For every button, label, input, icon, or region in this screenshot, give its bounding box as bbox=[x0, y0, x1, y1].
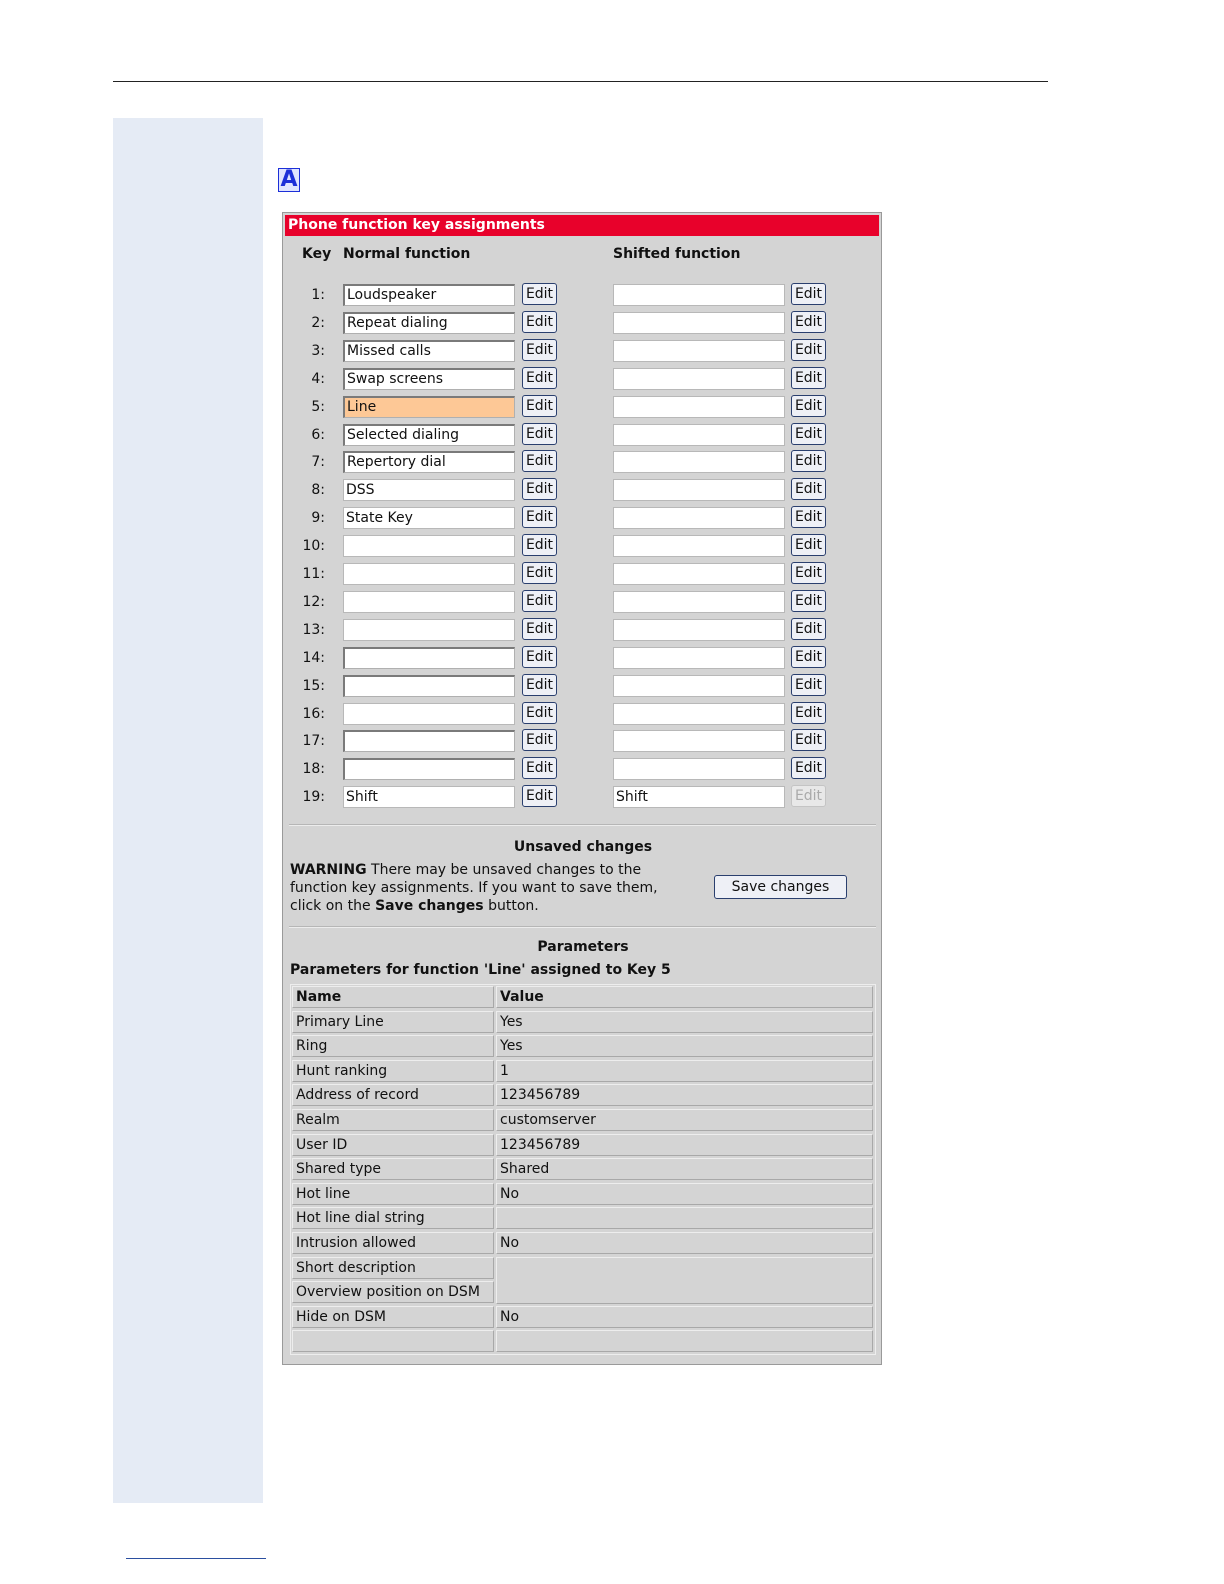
key-row bbox=[283, 645, 883, 671]
edit-normal-button[interactable]: Edit bbox=[522, 450, 557, 472]
key-number: 15: bbox=[302, 677, 325, 694]
key-number: 11: bbox=[302, 566, 325, 582]
key-number: 16: bbox=[302, 705, 325, 722]
edit-normal-button[interactable]: Edit bbox=[522, 339, 557, 361]
table-row bbox=[291, 1231, 875, 1256]
key-row bbox=[283, 477, 883, 503]
shifted-function-field[interactable] bbox=[613, 424, 785, 446]
param-name: Intrusion allowed bbox=[292, 1232, 494, 1254]
key-number: 3: bbox=[311, 342, 325, 359]
normal-function-field[interactable]: Repertory dial bbox=[343, 451, 515, 473]
param-value bbox=[496, 1330, 873, 1352]
param-name: Overview position on DSM bbox=[292, 1281, 494, 1303]
param-value: Yes bbox=[496, 1011, 873, 1033]
param-name: Hot line dial string bbox=[292, 1207, 494, 1229]
edit-shifted-button[interactable]: Edit bbox=[791, 283, 826, 305]
table-row bbox=[291, 1010, 875, 1035]
table-row bbox=[291, 1108, 875, 1133]
key-row bbox=[283, 756, 883, 782]
edit-shifted-button: Edit bbox=[791, 785, 826, 807]
table-row bbox=[291, 1256, 875, 1281]
key-row bbox=[283, 505, 883, 531]
key-row bbox=[283, 449, 883, 475]
normal-function-field[interactable] bbox=[343, 535, 515, 557]
key-row bbox=[283, 617, 883, 643]
edit-normal-button[interactable]: Edit bbox=[522, 590, 557, 612]
shifted-function-field[interactable] bbox=[613, 507, 785, 529]
shifted-function-field[interactable] bbox=[613, 368, 785, 390]
normal-function-field[interactable] bbox=[343, 591, 515, 613]
panel-title: Phone function key assignments bbox=[285, 215, 879, 236]
param-name: Hide on DSM bbox=[292, 1306, 494, 1328]
param-value: Yes bbox=[496, 1035, 873, 1057]
key-row bbox=[283, 561, 883, 587]
shifted-function-field[interactable] bbox=[613, 340, 785, 362]
shifted-function-field[interactable] bbox=[613, 675, 785, 697]
param-value: 1 bbox=[496, 1060, 873, 1082]
table-row bbox=[291, 1157, 875, 1182]
edit-shifted-button[interactable]: Edit bbox=[791, 311, 826, 333]
edit-normal-button[interactable]: Edit bbox=[522, 395, 557, 417]
param-name: Short description bbox=[292, 1257, 494, 1279]
key-number: 2: bbox=[311, 314, 325, 331]
normal-function-field[interactable]: Loudspeaker bbox=[343, 284, 515, 306]
shifted-function-field[interactable] bbox=[613, 591, 785, 613]
key-row bbox=[283, 701, 883, 727]
key-row bbox=[283, 394, 883, 420]
header-rule bbox=[113, 81, 1048, 82]
edit-normal-button[interactable]: Edit bbox=[522, 367, 557, 389]
normal-function-field[interactable]: Repeat dialing bbox=[343, 312, 515, 334]
parameters-title: Parameters bbox=[537, 939, 629, 955]
edit-shifted-button[interactable]: Edit bbox=[791, 590, 826, 612]
key-number: 9: bbox=[311, 510, 325, 527]
table-row bbox=[291, 1083, 875, 1108]
shifted-function-field[interactable] bbox=[613, 730, 785, 752]
edit-normal-button[interactable]: Edit bbox=[522, 283, 557, 305]
value-column-header: Value bbox=[496, 986, 873, 1008]
normal-function-field[interactable]: DSS bbox=[343, 479, 515, 501]
param-value: customserver bbox=[496, 1109, 873, 1131]
edit-normal-button[interactable]: Edit bbox=[522, 311, 557, 333]
edit-shifted-button[interactable]: Edit bbox=[791, 395, 826, 417]
table-row bbox=[291, 1329, 875, 1354]
edit-shifted-button[interactable]: Edit bbox=[791, 646, 826, 668]
shifted-function-field[interactable] bbox=[613, 479, 785, 501]
figure-label-a: A bbox=[278, 168, 300, 192]
key-number: 13: bbox=[302, 621, 325, 638]
edit-shifted-button[interactable]: Edit bbox=[791, 450, 826, 472]
key-number: 14: bbox=[302, 649, 325, 666]
normal-function-field[interactable]: Line bbox=[343, 396, 515, 418]
parameters-subtitle: Parameters for function 'Line' assigned to Key 5 bbox=[290, 962, 671, 978]
edit-shifted-button[interactable]: Edit bbox=[791, 367, 826, 389]
param-name bbox=[292, 1330, 494, 1352]
shifted-function-field[interactable] bbox=[613, 647, 785, 669]
warning-button-ref: Save changes bbox=[375, 898, 484, 914]
param-name: Hot line bbox=[292, 1183, 494, 1205]
shifted-function-field[interactable] bbox=[613, 535, 785, 557]
edit-normal-button[interactable]: Edit bbox=[522, 534, 557, 556]
shifted-function-field[interactable] bbox=[613, 451, 785, 473]
normal-function-field[interactable] bbox=[343, 675, 515, 697]
normal-function-field[interactable]: Shift bbox=[343, 786, 515, 808]
key-number: 18: bbox=[302, 761, 325, 778]
edit-normal-button[interactable]: Edit bbox=[522, 757, 557, 779]
edit-normal-button[interactable]: Edit bbox=[522, 478, 557, 500]
normal-function-field[interactable] bbox=[343, 619, 515, 641]
table-row bbox=[291, 1280, 875, 1305]
unsaved-changes-title: Unsaved changes bbox=[513, 839, 653, 855]
footer-rule bbox=[126, 1558, 266, 1559]
edit-normal-button[interactable]: Edit bbox=[522, 646, 557, 668]
key-row bbox=[283, 533, 883, 559]
key-number: 8: bbox=[311, 482, 325, 499]
table-header-row bbox=[291, 985, 875, 1010]
normal-function-field[interactable]: State Key bbox=[343, 507, 515, 529]
edit-shifted-button[interactable]: Edit bbox=[791, 729, 826, 751]
unsaved-warning bbox=[290, 861, 680, 915]
key-row bbox=[283, 784, 883, 810]
param-value: No bbox=[496, 1306, 873, 1328]
table-row bbox=[291, 1133, 875, 1158]
save-changes-button[interactable]: Save changes bbox=[714, 875, 847, 899]
table-row bbox=[291, 1305, 875, 1330]
warning-end: button. bbox=[488, 898, 539, 914]
normal-function-field[interactable]: Selected dialing bbox=[343, 424, 515, 446]
edit-shifted-button[interactable]: Edit bbox=[791, 506, 826, 528]
edit-normal-button[interactable]: Edit bbox=[522, 562, 557, 584]
edit-shifted-button[interactable]: Edit bbox=[791, 674, 826, 696]
param-name: Hunt ranking bbox=[292, 1060, 494, 1082]
normal-function-field[interactable] bbox=[343, 563, 515, 585]
edit-shifted-button[interactable]: Edit bbox=[791, 339, 826, 361]
normal-function-field[interactable] bbox=[343, 730, 515, 752]
shifted-function-field[interactable] bbox=[613, 563, 785, 585]
normal-function-field[interactable] bbox=[343, 647, 515, 669]
name-column-header: Name bbox=[292, 986, 494, 1008]
edit-normal-button[interactable]: Edit bbox=[522, 423, 557, 445]
key-number: 5: bbox=[311, 398, 325, 415]
key-row bbox=[283, 366, 883, 392]
edit-shifted-button[interactable]: Edit bbox=[791, 534, 826, 556]
edit-normal-button[interactable]: Edit bbox=[522, 618, 557, 640]
param-name: Realm bbox=[292, 1109, 494, 1131]
param-value: 123456789 bbox=[496, 1134, 873, 1156]
param-value: 123456789 bbox=[496, 1084, 873, 1106]
key-row bbox=[283, 310, 883, 336]
edit-normal-button[interactable]: Edit bbox=[522, 674, 557, 696]
param-name: Shared type bbox=[292, 1158, 494, 1180]
param-value: Shared bbox=[496, 1158, 873, 1180]
key-number: 1: bbox=[311, 287, 325, 303]
edit-normal-button[interactable]: Edit bbox=[522, 702, 557, 724]
shifted-function-field[interactable] bbox=[613, 396, 785, 418]
edit-normal-button[interactable]: Edit bbox=[522, 506, 557, 528]
param-value bbox=[496, 1207, 873, 1229]
key-row bbox=[283, 282, 883, 308]
param-value: No bbox=[496, 1183, 873, 1205]
normal-function-field[interactable] bbox=[343, 758, 515, 780]
key-number: 17: bbox=[302, 733, 325, 750]
edit-shifted-button[interactable]: Edit bbox=[791, 757, 826, 779]
key-number: 10: bbox=[302, 538, 325, 555]
side-margin-band bbox=[113, 118, 263, 1503]
parameters-table bbox=[290, 984, 876, 1355]
key-row bbox=[283, 673, 883, 699]
shifted-function-header: Shifted function bbox=[613, 246, 741, 262]
shifted-function-field[interactable]: Shift bbox=[613, 786, 785, 808]
edit-shifted-button[interactable]: Edit bbox=[791, 702, 826, 724]
normal-function-field[interactable] bbox=[343, 703, 515, 725]
edit-shifted-button[interactable]: Edit bbox=[791, 618, 826, 640]
key-number: 19: bbox=[302, 789, 325, 806]
table-row bbox=[291, 1034, 875, 1059]
edit-normal-button[interactable]: Edit bbox=[522, 785, 557, 807]
divider bbox=[289, 926, 876, 928]
param-name: Address of record bbox=[292, 1084, 494, 1106]
key-row bbox=[283, 589, 883, 615]
key-row bbox=[283, 728, 883, 754]
param-name: User ID bbox=[292, 1134, 494, 1156]
warning-text: There may be unsaved changes to the function key assignments. If you want to save them, click on the bbox=[290, 862, 658, 914]
function-key-panel bbox=[282, 212, 882, 1365]
edit-shifted-button[interactable]: Edit bbox=[791, 423, 826, 445]
normal-function-field[interactable]: Swap screens bbox=[343, 368, 515, 390]
key-number: 12: bbox=[302, 593, 325, 610]
normal-function-header: Normal function bbox=[343, 246, 471, 262]
shifted-function-field[interactable] bbox=[613, 703, 785, 725]
edit-shifted-button[interactable]: Edit bbox=[791, 562, 826, 584]
warning-label: WARNING bbox=[290, 862, 367, 878]
table-row bbox=[291, 1059, 875, 1084]
param-name: Primary Line bbox=[292, 1011, 494, 1033]
divider bbox=[289, 824, 876, 826]
table-row bbox=[291, 1182, 875, 1207]
key-number: 4: bbox=[311, 370, 325, 387]
normal-function-field[interactable]: Missed calls bbox=[343, 340, 515, 362]
key-number: 7: bbox=[311, 454, 325, 471]
shifted-function-field[interactable] bbox=[613, 284, 785, 306]
key-number: 6: bbox=[311, 426, 325, 443]
key-row bbox=[283, 422, 883, 448]
edit-shifted-button[interactable]: Edit bbox=[791, 478, 826, 500]
shifted-function-field[interactable] bbox=[613, 312, 785, 334]
shifted-function-field[interactable] bbox=[613, 758, 785, 780]
param-value: No bbox=[496, 1232, 873, 1254]
shifted-function-field[interactable] bbox=[613, 619, 785, 641]
param-name: Ring bbox=[292, 1035, 494, 1057]
table-row bbox=[291, 1206, 875, 1231]
edit-normal-button[interactable]: Edit bbox=[522, 729, 557, 751]
key-column-header: Key bbox=[302, 246, 332, 262]
key-row bbox=[283, 338, 883, 364]
